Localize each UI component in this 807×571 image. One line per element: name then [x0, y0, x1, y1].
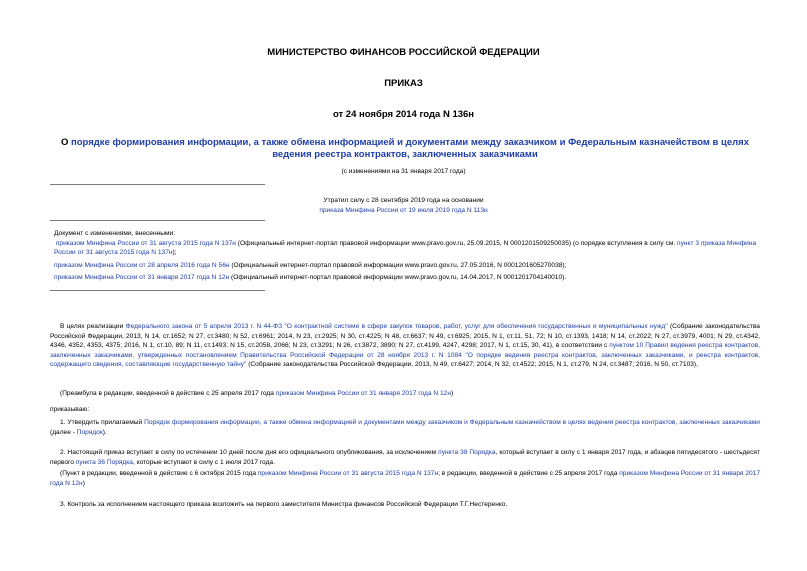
amendment-note: (с изменениями на 31 января 2017 года): [341, 168, 466, 175]
change-text-1: (Официальный интернет-портал правовой информации www.pravo.gov.ru, 25.09.2015, N 0001201509250035) (о порядке вступления в силу см.: [235, 239, 678, 247]
item2-note-link-2[interactable]: приказом Минфина России от 31 января 2017 года N 12н: [50, 470, 761, 487]
title-link[interactable]: порядке формирования информации, а также обмена информацией и документами между заказчиком и Федеральным казначейством в целях ведения реестра контрактов, заключенных заказчиками: [71, 137, 750, 160]
change-text-2: (Официальный интернет-портал правовой информации www.pravo.gov.ru, 27.05.2016, N 0001201605270038);: [229, 261, 567, 269]
title-prefix: О: [60, 137, 72, 148]
order-word: приказываю:: [50, 406, 90, 413]
changes-intro: Документ с изменениями, внесенными:: [54, 230, 176, 237]
document-title: [50, 137, 760, 161]
change-text-3: (Официальный интернет-портал правовой информации www.pravo.gov.ru, 14.04.2017, N 0001201704140010).: [229, 274, 567, 281]
rules-link[interactable]: пунктом 10 Правил ведения реестра контрактов, заключенных заказчиками, утвержденных постановлением Правительства Российской Федерации от 28 ноября 2013 г. N 1084 "О порядке ведения реестра контрактов, заключенных заказчиками, и реестра контрактов, содержащего сведения, составляющие государственную тайну": [50, 342, 760, 369]
expired-text: Утратил силу с 28 сентября 2019 года на основании: [323, 197, 484, 204]
change-link-1[interactable]: приказом Минфина России от 31 августа 2015 года N 137н: [55, 239, 236, 247]
preamble-note-text: (Преамбула в редакции, введенной в действие с 25 апреля 2017 года: [60, 390, 276, 397]
change-tail-1: );: [172, 249, 177, 256]
changes-item: [54, 273, 759, 283]
expired-link[interactable]: приказа Минфина России от 19 июля 2019 года N 113н: [319, 207, 488, 214]
changes-item: [54, 239, 759, 258]
federal-law-link[interactable]: Федерального закона от 5 апреля 2013 г. N 44-ФЗ "О контрактной системе в сфере закупок товаров, работ, услуг для обеспечения государственных и муниципальных нужд": [125, 323, 668, 330]
item2-note-text-1: (Пункт в редакции, введенной в действие с 6 октября 2015 года: [60, 470, 258, 477]
item2-point36-link[interactable]: пункта 36 Порядка: [75, 458, 133, 466]
ministry-heading: МИНИСТЕРСТВО ФИНАНСОВ РОССИЙСКОЙ ФЕДЕРАЦИИ: [267, 47, 540, 58]
item2-text-3: , которые вступают в силу с 1 июля 2017 года.: [132, 458, 275, 466]
preamble-text-2: (Собрание законодательства Российской Федерации, 2013, N 14, ст.1652; N 27, ст.3480; N 52, ст.6961; 2014, N 23, ст.2925; N 30, ст.4225; N 48, ст.6637; N 49, ст.6925; 2015, N 1, ст.11, 51, 72; N 10, ст.1393, 1418; N 14, ст.2022; N 27, ст.3979, 4001; N 29, ст.4342, 4346, 4352, 4353, 4375; 2016, N 1, ст.10, 89; N 11, ст.1493; N 15, ст.2058, 2066; N 23, ст.3291; N 26, ст.3872, 3890; N 27, ст.4199, 4247, 4298; 2017, N 1, ст.15, 30, 41), в соответствии с: [50, 323, 760, 350]
doc-date-number: от 24 ноября 2014 года N 136н: [332, 109, 475, 120]
item1-text-1: 1. Утвердить прилагаемый: [60, 419, 145, 426]
preamble-text-3: (Собрание законодательства Российской Федерации, 2013, N 49, ст.6427; 2014, N 32, ст.4522; 2015, N 1, ст.279, N 24, ст.3487; 2016, N 50, ст.7103),: [246, 361, 698, 369]
preamble-paragraph: [50, 322, 760, 370]
item2-text-1: 2. Настоящий приказ вступает в силу по истечении 10 дней после дня его официального опубликования, за исключением: [60, 449, 439, 456]
change-link-2[interactable]: приказом Минфина России от 28 апреля 2016 года N 56н: [54, 261, 230, 269]
item1-text-3: ).: [102, 428, 107, 436]
preamble-note-link[interactable]: приказом Минфина России от 31 января 2017 года N 12н: [275, 390, 451, 397]
doc-type-heading: ПРИКАЗ: [384, 78, 423, 89]
changes-block: [54, 229, 759, 283]
item-3: 3. Контроль за исполнением настоящего приказа возложить на первого заместителя Министра финансов Российской Федерации Т.Г.Нестеренко.: [60, 501, 508, 508]
item2-point38-link[interactable]: пункта 38 Порядка: [438, 449, 496, 456]
change-link-3[interactable]: приказом Минфина России от 31 января 2017 года N 12н: [54, 274, 230, 281]
procedure-link[interactable]: Порядок формирования информации, а также обмена информацией и документами между заказчиком и Федеральным казначейством в целях ведения реестра контрактов, заключенных заказчиками: [144, 419, 760, 426]
item-1: [50, 418, 760, 437]
preamble-note-tail: ): [450, 390, 454, 397]
divider: [50, 220, 265, 221]
divider: [50, 290, 265, 291]
preamble-note: [60, 389, 760, 399]
changes-item: [54, 261, 759, 271]
item2-note-text-2: ; в редакции, введенной в действие с 25 апреля 2017 года: [438, 470, 620, 477]
item2-note-link-1[interactable]: приказом Минфина России от 31 августа 2015 года N 137н: [257, 470, 439, 477]
divider: [50, 184, 265, 185]
item-2: [50, 448, 760, 467]
procedure-short-link[interactable]: Порядок: [76, 428, 103, 436]
item2-note-text-3: ): [82, 479, 85, 487]
expired-note: [250, 196, 557, 216]
item-2-note: [50, 469, 760, 488]
preamble-text-1: В целях реализации: [60, 323, 126, 330]
item1-text-2: (далее -: [50, 428, 77, 436]
change-sublink-1[interactable]: пункт 3 приказа Минфина России от 31 августа 2015 года N 137н: [54, 239, 757, 256]
item2-text-2: , который вступает в силу с 1 января 2017 года, и абзацев пятидесятого - шестьдесят первого: [50, 449, 760, 466]
